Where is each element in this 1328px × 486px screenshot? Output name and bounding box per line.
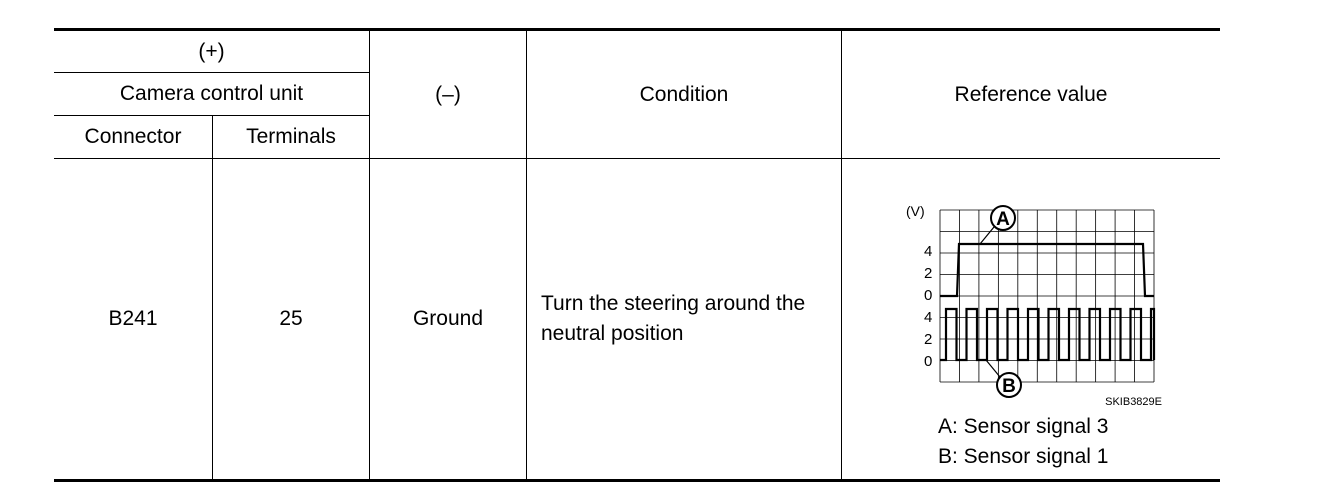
cell-condition (541, 159, 841, 479)
tick-bottom-0: 0 (924, 353, 933, 370)
condition-line-1: Turn the steering around the (541, 292, 806, 315)
marker-b-leader (986, 360, 1000, 377)
legend-b: B: Sensor signal 1 (938, 445, 1109, 468)
waveform-grid (940, 210, 1154, 382)
signal-b-trace (940, 309, 1154, 360)
signal-a-trace (940, 244, 1154, 296)
cell-connector: B241 (108, 307, 158, 330)
cell-terminal: 25 (279, 307, 303, 330)
header-condition: Condition (639, 82, 729, 106)
header-minus: (–) (435, 82, 461, 106)
cell-ground: Ground (412, 307, 484, 330)
table-bottom-border (54, 479, 1220, 482)
waveform-legend (938, 412, 1108, 472)
waveform-figure (900, 196, 1170, 414)
tick-top-4: 4 (924, 243, 933, 260)
tick-bottom-2: 2 (924, 331, 933, 348)
header-terminals: Terminals (246, 125, 336, 148)
marker-b-label: B (1002, 376, 1016, 397)
marker-a-leader (980, 227, 994, 244)
header-unit: Camera control unit (119, 82, 304, 105)
legend-a: A: Sensor signal 3 (938, 415, 1109, 438)
header-plus: (+) (198, 39, 225, 63)
header-reference: Reference value (954, 82, 1108, 106)
tick-top-2: 2 (924, 265, 933, 282)
condition-line-2: neutral position (541, 322, 684, 345)
tick-top-0: 0 (924, 287, 933, 304)
volt-unit-label: (V) (906, 203, 925, 219)
header-connector: Connector (84, 125, 182, 148)
tick-bottom-4: 4 (924, 309, 933, 326)
marker-a-label: A (996, 209, 1010, 230)
figure-code: SKIB3829E (1105, 396, 1162, 408)
